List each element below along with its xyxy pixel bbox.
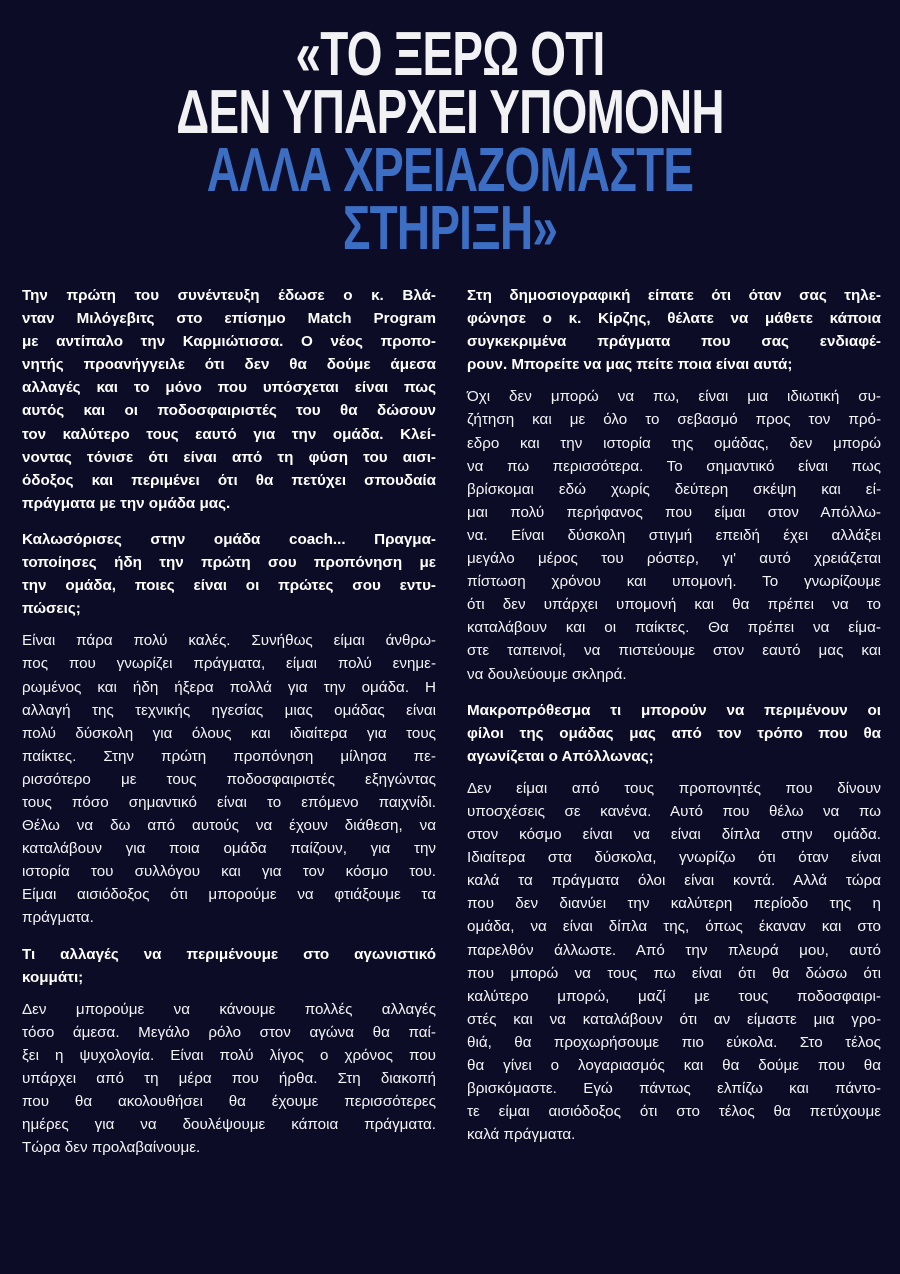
text-line: παρελθόν άλλωστε. Από την πλευρά μου, αυτό bbox=[467, 941, 881, 959]
text-line: ρωμένος και ήδη ήξερα πολλά για την ομάδα. Η bbox=[22, 678, 436, 696]
text-line: νταν Μιλόγεβιτς στο επίσημο Match Program bbox=[22, 310, 436, 328]
text-line: νοντας τόνισε ότι είναι από τη φύση του αισι- bbox=[22, 448, 436, 466]
text-line: αγωνίζεται ο Απόλλωνας; bbox=[467, 747, 654, 765]
text-line: στές και να καταλάβουν ότι αν είμαστε μια γρο- bbox=[467, 1010, 881, 1028]
text-line: ομάδα, να είναι δίπλα της, όπως έκαναν και στο bbox=[467, 918, 881, 936]
article-column-right bbox=[467, 284, 881, 1159]
text-line: θιά, θα προχωρήσουμε πιο εύκολα. Στο τέλος bbox=[467, 1033, 881, 1051]
text-line: που θα ακολουθήσει θα έχουμε περισσότερες bbox=[22, 1093, 436, 1111]
text-line: αυτός και οι ποδοσφαιριστές του θα δώσουν bbox=[22, 402, 436, 420]
text-line: πολύ δύσκολη για όλους και ιδιαίτερα για τους bbox=[22, 724, 436, 742]
headline-line: ΑΛΛΑ ΧΡΕΙΑΖΟΜΑΣΤΕ bbox=[206, 136, 694, 205]
text-line: φώνησε ο κ. Κίρζης, θέλατε να μάθετε κάποια bbox=[467, 310, 881, 328]
interview-answer bbox=[467, 777, 881, 1147]
text-line: κομμάτι; bbox=[22, 968, 84, 986]
text-line: στε ταπεινοί, να πιστεύουμε στον εαυτό μας και bbox=[467, 642, 881, 660]
text-line: καταλάβουν για ποια ομάδα παίζουν, για την bbox=[22, 840, 436, 858]
text-line: με αντίπαλο την Καρμιώτισσα. Ο νέος προπο- bbox=[22, 333, 436, 351]
text-line: ημέρες για να δουλέψουμε κάποια πράγματα. bbox=[22, 1116, 436, 1134]
text-line: εδρο και την ιστορία της ομάδας, δεν μπορώ bbox=[467, 434, 881, 452]
text-line: Είμαι αισιόδοξος ότι μπορούμε να φτιάξουμε τα bbox=[22, 886, 436, 904]
text-line: ζήτηση και με όλο το σεβασμό προς τον πρό- bbox=[467, 411, 881, 429]
text-line: Δεν μπορούμε να κάνουμε πολλές αλλαγές bbox=[22, 1000, 436, 1018]
text-line: Θέλω να δω από αυτούς να έχουν διάθεση, να bbox=[22, 817, 436, 835]
text-line: Τι αλλαγές να περιμένουμε στο αγωνιστικό bbox=[22, 945, 436, 963]
text-line: όδοξος και περιμένει ότι θα πετύχει σπουδαία bbox=[22, 471, 436, 489]
text-line: καλύτερο μπορώ, μαζί με τους ποδοσφαιρι- bbox=[467, 987, 881, 1005]
text-line: πώσεις; bbox=[22, 600, 81, 618]
text-line: που μπορώ να τους πω είναι ότι θα δώσω ότι bbox=[467, 964, 881, 982]
interview-question bbox=[22, 943, 436, 989]
text-line: τοποίησες ήδη την πρώτη σου προπόνηση με bbox=[22, 554, 436, 572]
article-intro bbox=[22, 284, 436, 515]
text-line: να δουλεύουμε σκληρά. bbox=[467, 665, 627, 683]
headline-line: «ΤΟ ΞΕΡΩ ΟΤΙ bbox=[295, 20, 605, 89]
text-line: τους πόσο σημαντικό είναι το επόμενο παιχνίδι. bbox=[22, 793, 436, 811]
text-line: ότι δεν υπάρχει υπομονή και θα πρέπει να το bbox=[467, 596, 881, 614]
text-line: πράγματα. bbox=[22, 909, 94, 927]
text-line: ρισσότερο με τους ποδοσφαιριστές εξηγώντας bbox=[22, 770, 436, 788]
text-line: ιστορία του συλλόγου και για τον κόσμο του. bbox=[22, 863, 436, 881]
text-line: Στη δημοσιογραφική είπατε ότι όταν σας τηλε- bbox=[467, 287, 881, 304]
interview-answer bbox=[467, 385, 881, 685]
interview-answer bbox=[22, 998, 436, 1160]
text-line: Είναι πάρα πολύ καλές. Συνήθως είμαι άνθρω- bbox=[22, 632, 436, 650]
text-line: καλά πράγματα. bbox=[467, 1126, 576, 1144]
interview-question bbox=[22, 528, 436, 620]
text-line: μεγάλο μέρος του ρόστερ, γι' αυτό χρειάζεται bbox=[467, 550, 881, 568]
text-line: πίστωση χρόνου και υπομονή. Το γνωρίζουμε bbox=[467, 573, 881, 591]
text-line: καταλάβουν και οι παίκτες. Θα πρέπει να είμα- bbox=[467, 619, 881, 637]
text-line: ξει η ψυχολογία. Είναι πολύ λίγος ο χρόνος που bbox=[22, 1046, 436, 1064]
text-line: καλά τα πράγματα όλοι είναι κοντά. Αλλά τώρα bbox=[467, 872, 881, 890]
text-line: αλλαγή της τεχνικής ηγεσίας μιας ομάδας είναι bbox=[22, 701, 436, 719]
text-line: Ιδιαίτερα στα δύσκολα, γνωρίζω ότι όταν είναι bbox=[467, 849, 881, 867]
text-line: που δεν διανύει την καλύτερη περίοδο της η bbox=[467, 895, 881, 913]
interview-question bbox=[467, 699, 881, 768]
text-line: αλλαγές και το μόνο που υπόσχεται είναι πως bbox=[22, 379, 436, 397]
text-line: φίλοι της ομάδας μας από τον τρόπο που θα bbox=[467, 724, 881, 742]
headline-line: ΔΕΝ ΥΠΑΡΧΕΙ ΥΠΟΜΟΝΗ bbox=[176, 78, 724, 147]
interview-question bbox=[467, 284, 881, 376]
text-line: υποσχέσεις σε κανένα. Αυτό που θέλω να πω bbox=[467, 802, 881, 820]
text-line: συγκεκριμένα πράγματα που σας ενδιαφέ- bbox=[467, 333, 881, 351]
text-line: βρίσκομαι εδώ χωρίς δεύτερη σκέψη και εί- bbox=[467, 480, 881, 498]
text-line: νητής προανήγγειλε ότι δεν θα δούμε άμεσα bbox=[22, 356, 436, 374]
text-line: τε είμαι αισιόδοξος ότι στο τέλος θα πετύχουμε bbox=[467, 1103, 881, 1121]
text-line: υπάρχει από τη μέρα που ήρθα. Στη διακοπή bbox=[22, 1070, 436, 1087]
text-line: Δεν είμαι από τους προπονητές που δίνουν bbox=[467, 779, 881, 797]
text-line: βρισκόμαστε. Εγώ πάντως ελπίζω και πάντο- bbox=[467, 1080, 881, 1098]
text-line: Την πρώτη του συνέντευξη έδωσε ο κ. Βλά- bbox=[22, 287, 436, 304]
text-line: Όχι δεν μπορώ να πω, είναι μια ιδιωτική συ- bbox=[467, 388, 881, 406]
headline-line: ΣΤΗΡΙΞΗ» bbox=[342, 194, 558, 263]
article-column-left bbox=[22, 284, 436, 1172]
text-line: Μακροπρόθεσμα τι μπορούν να περιμένουν οι bbox=[467, 701, 881, 719]
text-line: μαι πολύ περήφανος που είμαι στον Απόλλω- bbox=[467, 503, 881, 521]
text-line: θα γίνει ο λογαριασμός και θα δούμε που θα bbox=[467, 1057, 881, 1074]
text-line: την ομάδα, ποιες είναι οι πρώτες σου εντυ- bbox=[22, 577, 436, 595]
text-line: πος που γνωρίζει πράγματα, είμαι πολύ ενημε- bbox=[22, 655, 436, 673]
text-line: πράγματα με την ομάδα μας. bbox=[22, 494, 231, 512]
text-line: να. Είναι δύσκολη στιγμή επειδή έχει αλλάξει bbox=[467, 526, 881, 544]
text-line: τόσο άμεσα. Μεγάλο ρόλο στον αγώνα θα παί- bbox=[22, 1023, 436, 1041]
headline bbox=[0, 20, 900, 263]
text-line: να πω περισσότερα. Το σημαντικό είναι πως bbox=[467, 457, 881, 475]
interview-answer bbox=[22, 629, 436, 929]
text-line: ρουν. Μπορείτε να μας πείτε ποια είναι αυτά; bbox=[467, 356, 793, 374]
text-line: τον καλύτερο τους εαυτό για την ομάδα. Κλεί- bbox=[22, 425, 436, 443]
text-line: παίκτες. Στην πρώτη προπόνηση μίλησα πε- bbox=[22, 747, 436, 765]
text-line: Τώρα δεν προλαβαίνουμε. bbox=[22, 1139, 201, 1157]
text-line: Καλωσόρισες στην ομάδα coach... Πραγμα- bbox=[22, 530, 436, 548]
text-line: στον κόσμο είναι να είναι δίπλα στην ομάδα. bbox=[467, 826, 881, 844]
